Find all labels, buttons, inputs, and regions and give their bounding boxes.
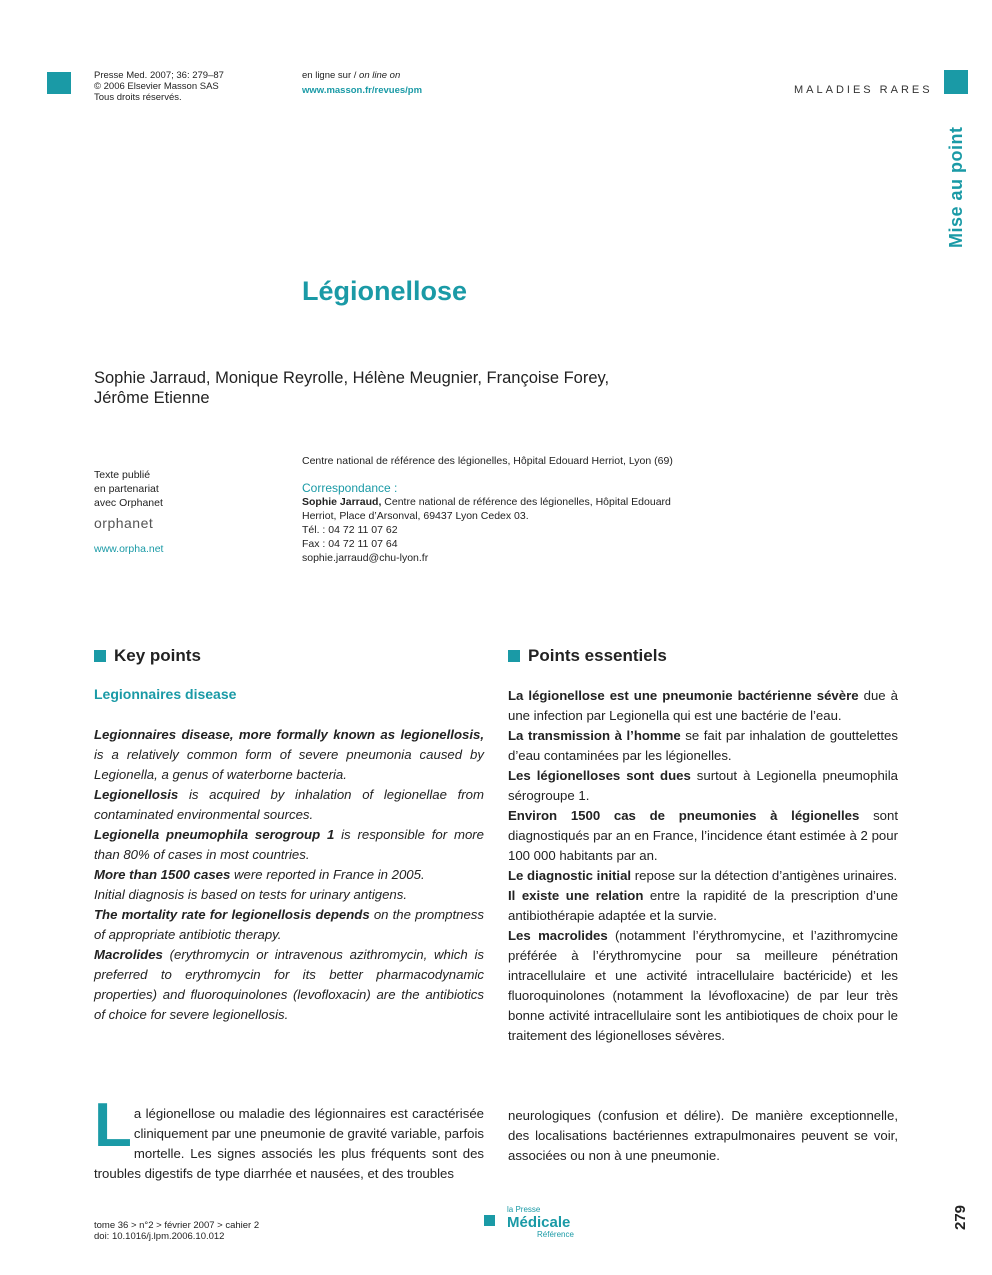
list-item [508,686,898,726]
online-info: en ligne sur / on line on www.masson.fr/revues/pm [302,70,423,96]
list-item [94,785,484,825]
list-item-text: due à une infection par Legionella qui est une bactérie de l’eau. [508,688,898,723]
list-item-text: repose sur la détection d’antigènes urinaires. [631,868,898,883]
citation: Presse Med. 2007; 36: 279–87 © 2006 Elsevier Masson SAS Tous droits réservés. [94,70,224,103]
bullet-square-icon [508,650,520,662]
list-item [94,945,484,1025]
drop-cap: L [94,1091,132,1160]
list-item [508,926,898,1046]
list-item-text: is responsible for more than 80% of cases in most countries. [94,827,484,862]
partner-url[interactable]: www.orpha.net [94,543,164,555]
key-points-list [94,725,484,1025]
footer-issue: tome 36 > n°2 > février 2007 > cahier 2 doi: 10.1016/j.lpm.2006.10.012 [94,1220,260,1242]
list-item-text: were reported in France in 2005. [230,867,425,882]
list-item [508,766,898,806]
key-points-heading: Key points [94,646,201,666]
list-item-text: sont diagnostiqués par an en France, l’incidence étant estimée à 2 pour 100 000 habitants par an. [508,808,898,863]
affiliation: Centre national de référence des légionelles, Hôpital Edouard Herriot, Lyon (69) [302,455,673,467]
list-item-text: entre la rapidité de la prescription d’une antibiothérapie adaptée et la survie. [508,888,898,923]
list-item-bold: Environ 1500 cas de pneumonies à légionelles [508,808,860,823]
corner-square-left [47,72,71,94]
journal-logo: la Presse Médicale Référence [507,1205,574,1239]
list-item-bold: Le diagnostic initial [508,868,632,883]
list-item-text: surtout à Legionella pneumophila sérogroupe 1. [508,768,898,803]
list-item [508,726,898,766]
list-item-bold: Il existe une relation [508,888,644,903]
section-label: MALADIES RARES [794,84,933,96]
points-essentiels-list [508,686,898,1046]
corner-square-right [944,70,968,94]
list-item-bold: La transmission à l’homme [508,728,681,743]
partner-block: Texte publié en partenariat avec Orphanet orphanet www.orpha.net [94,469,164,555]
journal-url[interactable]: www.masson.fr/revues/pm [302,85,423,96]
page-title: Légionellose [302,276,468,306]
list-item-text: (erythromycin or intravenous azithromycin, which is preferred to erythromycin for its better pharmacodynamic properties) and fluoroquinolones (levofloxacin) are the antibiotics of choice for severe legionellosis. [94,947,484,1022]
list-item-bold: La légionellose est une pneumonie bactérienne sévère [508,688,859,703]
list-item [94,905,484,945]
list-item-bold: Legionella pneumophila serogroup 1 [94,827,335,842]
email[interactable]: sophie.jarraud@chu-lyon.fr [302,552,429,564]
list-item [94,825,484,865]
list-item [508,866,898,886]
list-item-bold: The mortality rate for legionellosis depends [94,907,370,922]
side-label: Mise au point [946,126,966,248]
body-left-column: L a légionellose ou maladie des légionnaires est caractérisée cliniquement par une pneumonie de gravité variable, parfois mortelle. Les signes associés les plus fréquents sont des troubles digestifs de type diarrhée et nausées, et des troubles [94,1091,484,1181]
footer-square [484,1215,495,1226]
body-right-column: neurologiques (confusion et délire). De manière exceptionnelle, des localisations bactériennes extrapulmonaires peuvent se voir, associées ou non à une pneumonie. [508,1108,898,1163]
affiliation-block: Centre national de référence des légionelles, Hôpital Edouard Herriot, Lyon (69) Correspondance : Sophie Jarraud, Centre national de référence des légionelles, Hôpital Edouard Herriot, Place d’Arsonval, 69437 Lyon Cedex 03. Tél. : 04 72 11 07 62 Fax : 04 72 11 07 64 sophie.jarraud@chu-lyon.fr [302,454,722,565]
list-item-text: se fait par inhalation de gouttelettes d’eau contaminées par les légionelles. [508,728,898,763]
orphanet-logo: orphanet [94,515,154,531]
list-item-bold: Les légionelloses sont dues [508,768,691,783]
authors: Sophie Jarraud, Monique Reyrolle, Hélène Meugnier, Françoise Forey, Jérôme Etienne [94,369,610,407]
points-essentiels-heading: Points essentiels [508,646,667,666]
list-item [94,885,484,905]
list-item-text: is acquired by inhalation of legionellae from contaminated environmental sources. [94,787,484,822]
list-item-text: is a relatively common form of severe pneumonia caused by Legionella, a genus of waterborne bacteria. [94,747,484,782]
list-item-text: (notamment l’érythromycine, et l’azithromycine préférée à l’érythromycine pour sa meilleure pénétration intracellulaire et une activité intracellulaire bactéricide) et les fluoroquinolones (notamment la lévofloxacine) de par leur très bonne activité intracellulaire sont les antibiotiques de choix pour le traitement des légionelloses sévères. [508,928,898,1043]
list-item-bold: Legionnaires disease, more formally known as legionellosis, [94,727,484,742]
list-item-bold: Les macrolides [508,928,608,943]
list-item-bold: Legionellosis [94,787,179,802]
list-item-bold: Macrolides [94,947,163,962]
list-item-bold: More than 1500 cases [94,867,231,882]
page-number: 279 [952,1204,969,1230]
key-points-subheading: Legionnaires disease [94,686,237,702]
list-item-text: Initial diagnosis is based on tests for urinary antigens. [94,887,408,902]
list-item [508,886,898,926]
bullet-square-icon [94,650,106,662]
correspondance-label: Correspondance : [302,481,398,495]
list-item [94,725,484,785]
list-item-text: on the promptness of appropriate antibiotic therapy. [94,907,484,942]
list-item [94,865,484,885]
list-item [508,806,898,866]
